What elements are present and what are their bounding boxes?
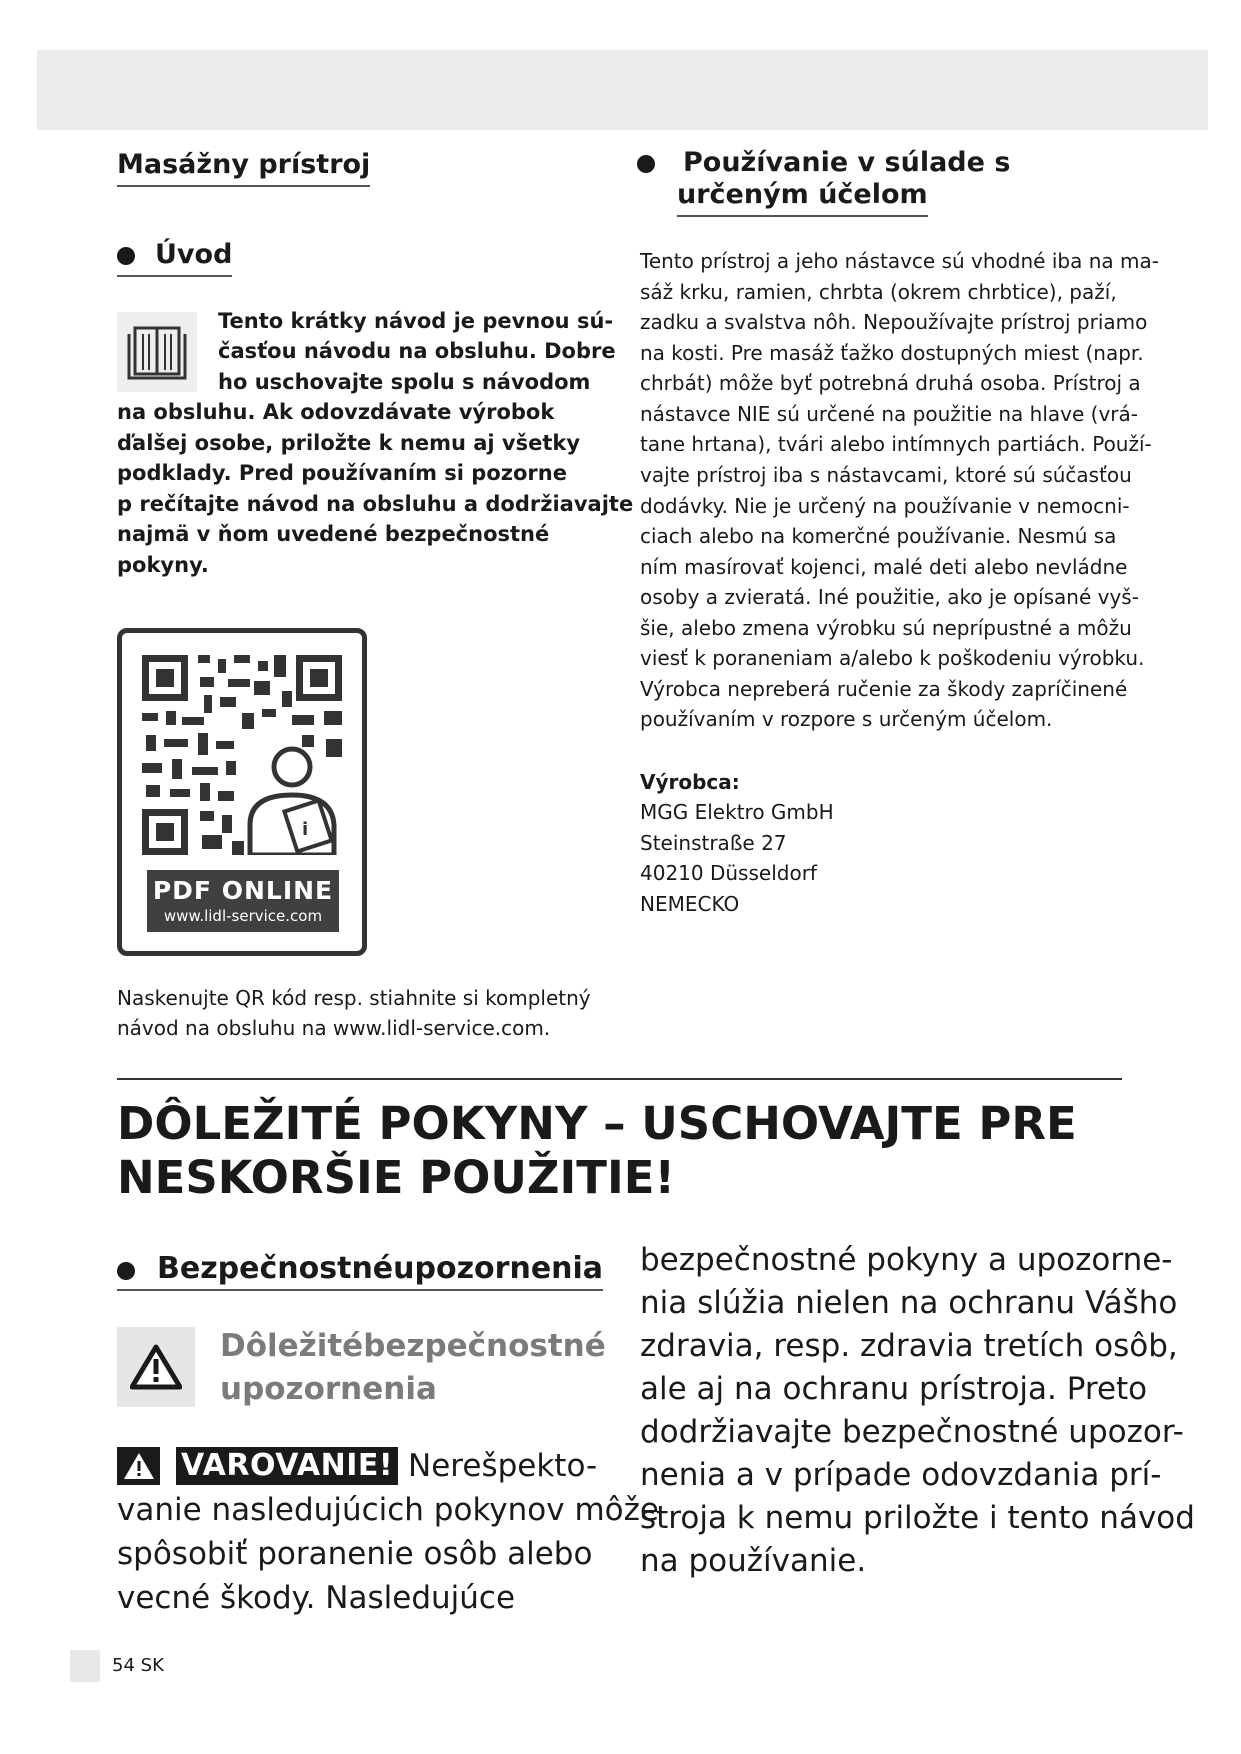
manufacturer-label: Výrobca: xyxy=(640,770,740,794)
safety-text-line: na používanie. xyxy=(640,1543,867,1579)
pdf-online-url: www.lidl-service.com xyxy=(163,907,323,925)
safety-text-line: ale aj na ochranu prístroja. Preto xyxy=(640,1371,1148,1407)
safety-text-line: dodržiavajte bezpečnostné upozor- xyxy=(640,1414,1184,1450)
intended-use-line: vajte prístroj iba s nástavcami, ktoré sú súčasťou xyxy=(640,463,1132,487)
qr-code-icon xyxy=(142,655,342,855)
pdf-online-label: PDF ONLINE xyxy=(152,876,334,905)
intended-use-line: na kosti. Pre masáž ťažko dostupných miest (napr. xyxy=(640,341,1144,365)
safety-subheading-line2: upozornenia xyxy=(220,1371,437,1407)
intro-text-line: časťou návodu na obsluhu. Dobre xyxy=(218,339,616,363)
intended-use-line: nástavce NIE sú určené na použitie na hlave (vrá- xyxy=(640,402,1138,426)
intended-use-line: používaním v rozpore s určeným účelom. xyxy=(640,707,1053,731)
safety-text-line: stroja k nemu priložte i tento návod xyxy=(640,1500,1195,1536)
header-band xyxy=(37,50,1208,130)
intended-use-line: tane hrtana), tvári alebo intímnych partiách. Použí- xyxy=(640,432,1152,456)
intro-text-line: ho uschovajte spolu s návodom xyxy=(218,370,591,394)
svg-text:i: i xyxy=(302,819,309,840)
safety-text-line: bezpečnostné pokyny a upozorne- xyxy=(640,1242,1173,1278)
warning-text-line: vecné škody. Nasledujúce xyxy=(117,1580,516,1616)
qr-caption-line: Naskenujte QR kód resp. stiahnite si kompletný xyxy=(117,986,591,1010)
intended-use-line: Výrobca nepreberá ručenie za škody zapríčinené xyxy=(640,677,1128,701)
manufacturer-country: NEMECKO xyxy=(640,892,740,916)
intro-text-line: na obsluhu. Ak odovzdávate výrobok xyxy=(117,400,555,424)
important-heading-line1: DÔLEŽITÉ POKYNY – USCHOVAJTE PRE xyxy=(117,1097,1077,1150)
warning-text-start: Nerešpekto- xyxy=(408,1448,598,1484)
intended-use-line: ním masírovať kojenci, malé deti alebo nevládne xyxy=(640,555,1128,579)
intro-text-line: podklady. Pred používaním si pozorne xyxy=(117,461,567,485)
intended-use-heading-line1: Používanie v súlade s xyxy=(683,147,1011,178)
intended-use-line: sáž krku, ramien, chrbta (okrem chrbtice), paží, xyxy=(640,280,1117,304)
safety-subheading-line1: Dôležitébezpečnostné xyxy=(220,1328,606,1364)
language-code: SK xyxy=(140,1655,164,1676)
safety-heading: Bezpečnostnéupozornenia xyxy=(117,1253,603,1291)
warning-row xyxy=(117,1444,597,1488)
page-number: 54 xyxy=(112,1655,135,1676)
intro-text-line: najmä v ňom uvedené bezpečnostné xyxy=(117,522,550,546)
intro-text-line: Tento krátky návod je pevnou sú- xyxy=(218,309,614,333)
intended-use-line: viesť k poraneniam a/alebo k poškodeniu výrobku. xyxy=(640,646,1145,670)
qr-caption-line: návod na obsluhu na www.lidl-service.com. xyxy=(117,1016,551,1040)
safety-subheading xyxy=(220,1325,606,1411)
intro-text-line: pokyny. xyxy=(117,553,209,577)
safety-text-line: zdravia, resp. zdravia tretích osôb, xyxy=(640,1328,1178,1364)
manufacturer-street: Steinstraße 27 xyxy=(640,831,787,855)
intended-use-line: dodávky. Nie je určený na používanie v nemocni- xyxy=(640,494,1130,518)
qr-card[interactable] xyxy=(117,628,367,956)
intro-heading: Úvod xyxy=(117,239,232,277)
intended-use-line: osoby a zvieratá. Iné použitie, ako je opísané vyš- xyxy=(640,585,1139,609)
intro-text-line: p rečítajte návod na obsluhu a dodržiavajte xyxy=(117,492,634,516)
intro-text-line: ďalšej osobe, priložte k nemu aj všetky xyxy=(117,431,581,455)
manufacturer-name: MGG Elektro GmbH xyxy=(640,800,834,824)
warning-sign-icon xyxy=(117,1447,160,1485)
intended-use-line: Tento prístroj a jeho nástavce sú vhodné iba na ma- xyxy=(640,249,1159,273)
warning-text-line: spôsobiť poranenie osôb alebo xyxy=(117,1536,593,1572)
manual-book-icon xyxy=(117,312,197,392)
warning-label: VAROVANIE! xyxy=(176,1447,398,1485)
divider xyxy=(117,1078,1122,1080)
intended-use-heading-line2: určeným účelom xyxy=(677,179,928,217)
warning-triangle-icon xyxy=(117,1327,195,1407)
bullet-dot xyxy=(637,155,655,173)
footer-marker xyxy=(70,1650,100,1682)
intended-use-line: ciach alebo na komerčné používanie. Nesmú sa xyxy=(640,524,1117,548)
intended-use-line: chrbát) môže byť potrebná druhá osoba. Prístroj a xyxy=(640,371,1141,395)
intended-use-line: zadku a svalstva nôh. Nepoužívajte prístroj priamo xyxy=(640,310,1148,334)
important-heading xyxy=(117,1097,1122,1205)
warning-text-line: vanie nasledujúcich pokynov môže xyxy=(117,1492,659,1528)
intended-use-line: šie, alebo zmena výrobku sú neprípustné a môžu xyxy=(640,616,1132,640)
important-heading-line2: NESKORŠIE POUŽITIE! xyxy=(117,1151,675,1204)
product-title: Masážny prístroj xyxy=(117,149,370,187)
safety-text-line: nia slúžia nielen na ochranu Vášho xyxy=(640,1285,1178,1321)
safety-text-line: nenia a v prípade odovzdania prí- xyxy=(640,1457,1162,1493)
manufacturer-city: 40210 Düsseldorf xyxy=(640,861,817,885)
footer-page-info xyxy=(112,1654,164,1678)
pdf-online-badge[interactable] xyxy=(147,870,339,932)
